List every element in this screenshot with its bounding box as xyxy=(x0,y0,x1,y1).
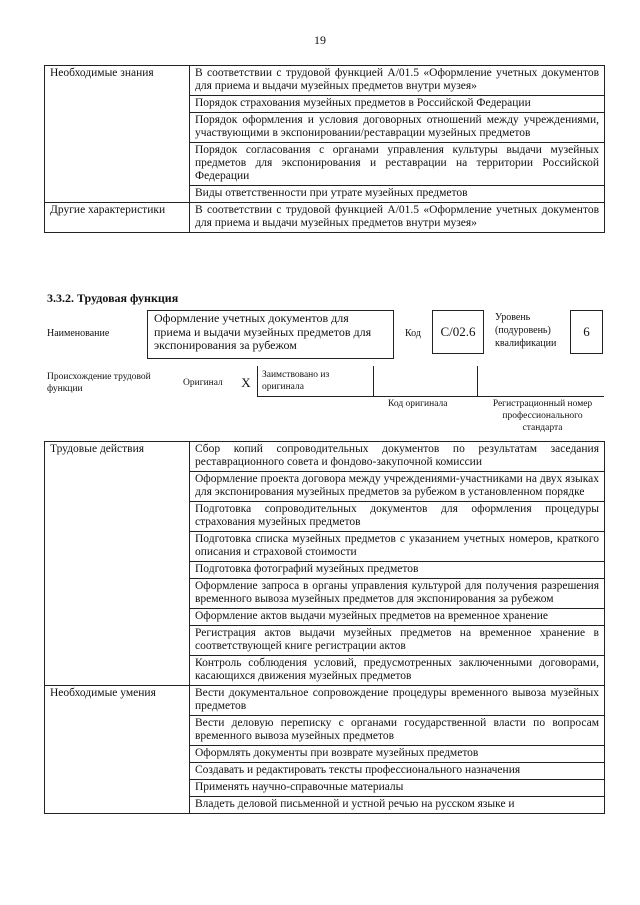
row-item: Порядок страхования музейных предметов в Российской Федерации xyxy=(190,96,605,113)
origin-divider-2 xyxy=(373,366,374,396)
row-item: Регистрация актов выдачи музейных предметов на временное хранение в соответствующей книге регистрации актов xyxy=(190,626,605,656)
table-row xyxy=(45,66,605,96)
row-item: Оформлять документы при возврате музейных предметов xyxy=(190,746,605,763)
level-label: Уровень (подуровень) квалификации xyxy=(495,312,557,349)
reg-number-label: Регистрационный номер профессионального стандарта xyxy=(492,399,593,433)
borrowed-label: Заимствовано из оригинала xyxy=(262,370,330,392)
row-item: Порядок оформления и условия договорных отношений между учреждениями, участвующими в экспонировании/реставрации музейных предметов xyxy=(190,113,605,143)
function-name-box: Оформление учетных документов для приема и выдачи музейных предметов для экспонирования за рубежом xyxy=(147,310,394,359)
origin-underline xyxy=(257,396,604,397)
row-item: Владеть деловой письменной и устной речью на русском языке и xyxy=(190,797,605,814)
row-item: В соответствии с трудовой функцией А/01.5 «Оформление учетных документов для приема и выдачи музейных предметов внутри музея» xyxy=(190,66,605,96)
actions-table xyxy=(44,441,605,814)
row-label: Необходимые умения xyxy=(45,686,190,814)
page-number: 19 xyxy=(314,33,326,47)
row-item: Вести документальное сопровождение процедуры временного вывоза музейных предметов xyxy=(190,686,605,716)
row-item: Виды ответственности при утрате музейных предметов xyxy=(190,186,605,203)
row-item: Подготовка фотографий музейных предметов xyxy=(190,562,605,579)
code-value-box: С/02.6 xyxy=(432,310,484,354)
row-item: Оформление проекта договора между учреждениями-участниками на двух языках для экспонирования музейных предметов за рубежом в установленном порядке xyxy=(190,472,605,502)
original-label: Оригинал xyxy=(183,378,223,388)
row-item: Контроль соблюдения условий, предусмотренных заключенными договорами, касающихся движения музейных предметов xyxy=(190,656,605,686)
code-label: Код xyxy=(405,328,421,339)
row-label: Другие характеристики xyxy=(45,203,190,233)
code-original-label: Код оригинала xyxy=(388,399,448,409)
origin-divider-1 xyxy=(257,366,258,396)
table-row xyxy=(45,203,605,233)
level-value-box: 6 xyxy=(570,310,603,354)
row-item: Порядок согласования с органами управления культуры выдачи музейных предметов для экспонирования и реставрации на территории Российской Федерации xyxy=(190,143,605,186)
row-label: Необходимые знания xyxy=(45,66,190,203)
origin-divider-3 xyxy=(477,366,478,396)
knowledge-table xyxy=(44,65,605,233)
row-item: Оформление актов выдачи музейных предметов на временное хранение xyxy=(190,609,605,626)
row-item: В соответствии с трудовой функцией А/01.5 «Оформление учетных документов для приема и выдачи музейных предметов внутри музея» xyxy=(190,203,605,233)
name-label: Наименование xyxy=(47,328,110,339)
row-item: Вести деловую переписку с органами государственной власти по вопросам временного вывоза музейных предметов xyxy=(190,716,605,746)
row-item: Подготовка сопроводительных документов для оформления процедуры страхования музейных предметов xyxy=(190,502,605,532)
row-item: Подготовка списка музейных предметов с указанием учетных номеров, краткого описания и страховой стоимости xyxy=(190,532,605,562)
original-mark: X xyxy=(241,375,251,390)
row-item: Создавать и редактировать тексты профессионального назначения xyxy=(190,763,605,780)
row-item: Применять научно-справочные материалы xyxy=(190,780,605,797)
origin-label: Происхождение трудовой функции xyxy=(47,372,151,394)
row-label: Трудовые действия xyxy=(45,442,190,686)
row-item: Сбор копий сопроводительных документов по результатам заседания реставрационного совета и фондово-закупочной комиссии xyxy=(190,442,605,472)
row-item: Оформление запроса в органы управления культурой для получения разрешения временного вывоза музейных предметов для экспонирования за рубежом xyxy=(190,579,605,609)
section-title: 3.3.2. Трудовая функция xyxy=(47,291,179,305)
table-row xyxy=(45,686,605,716)
table-row xyxy=(45,442,605,472)
